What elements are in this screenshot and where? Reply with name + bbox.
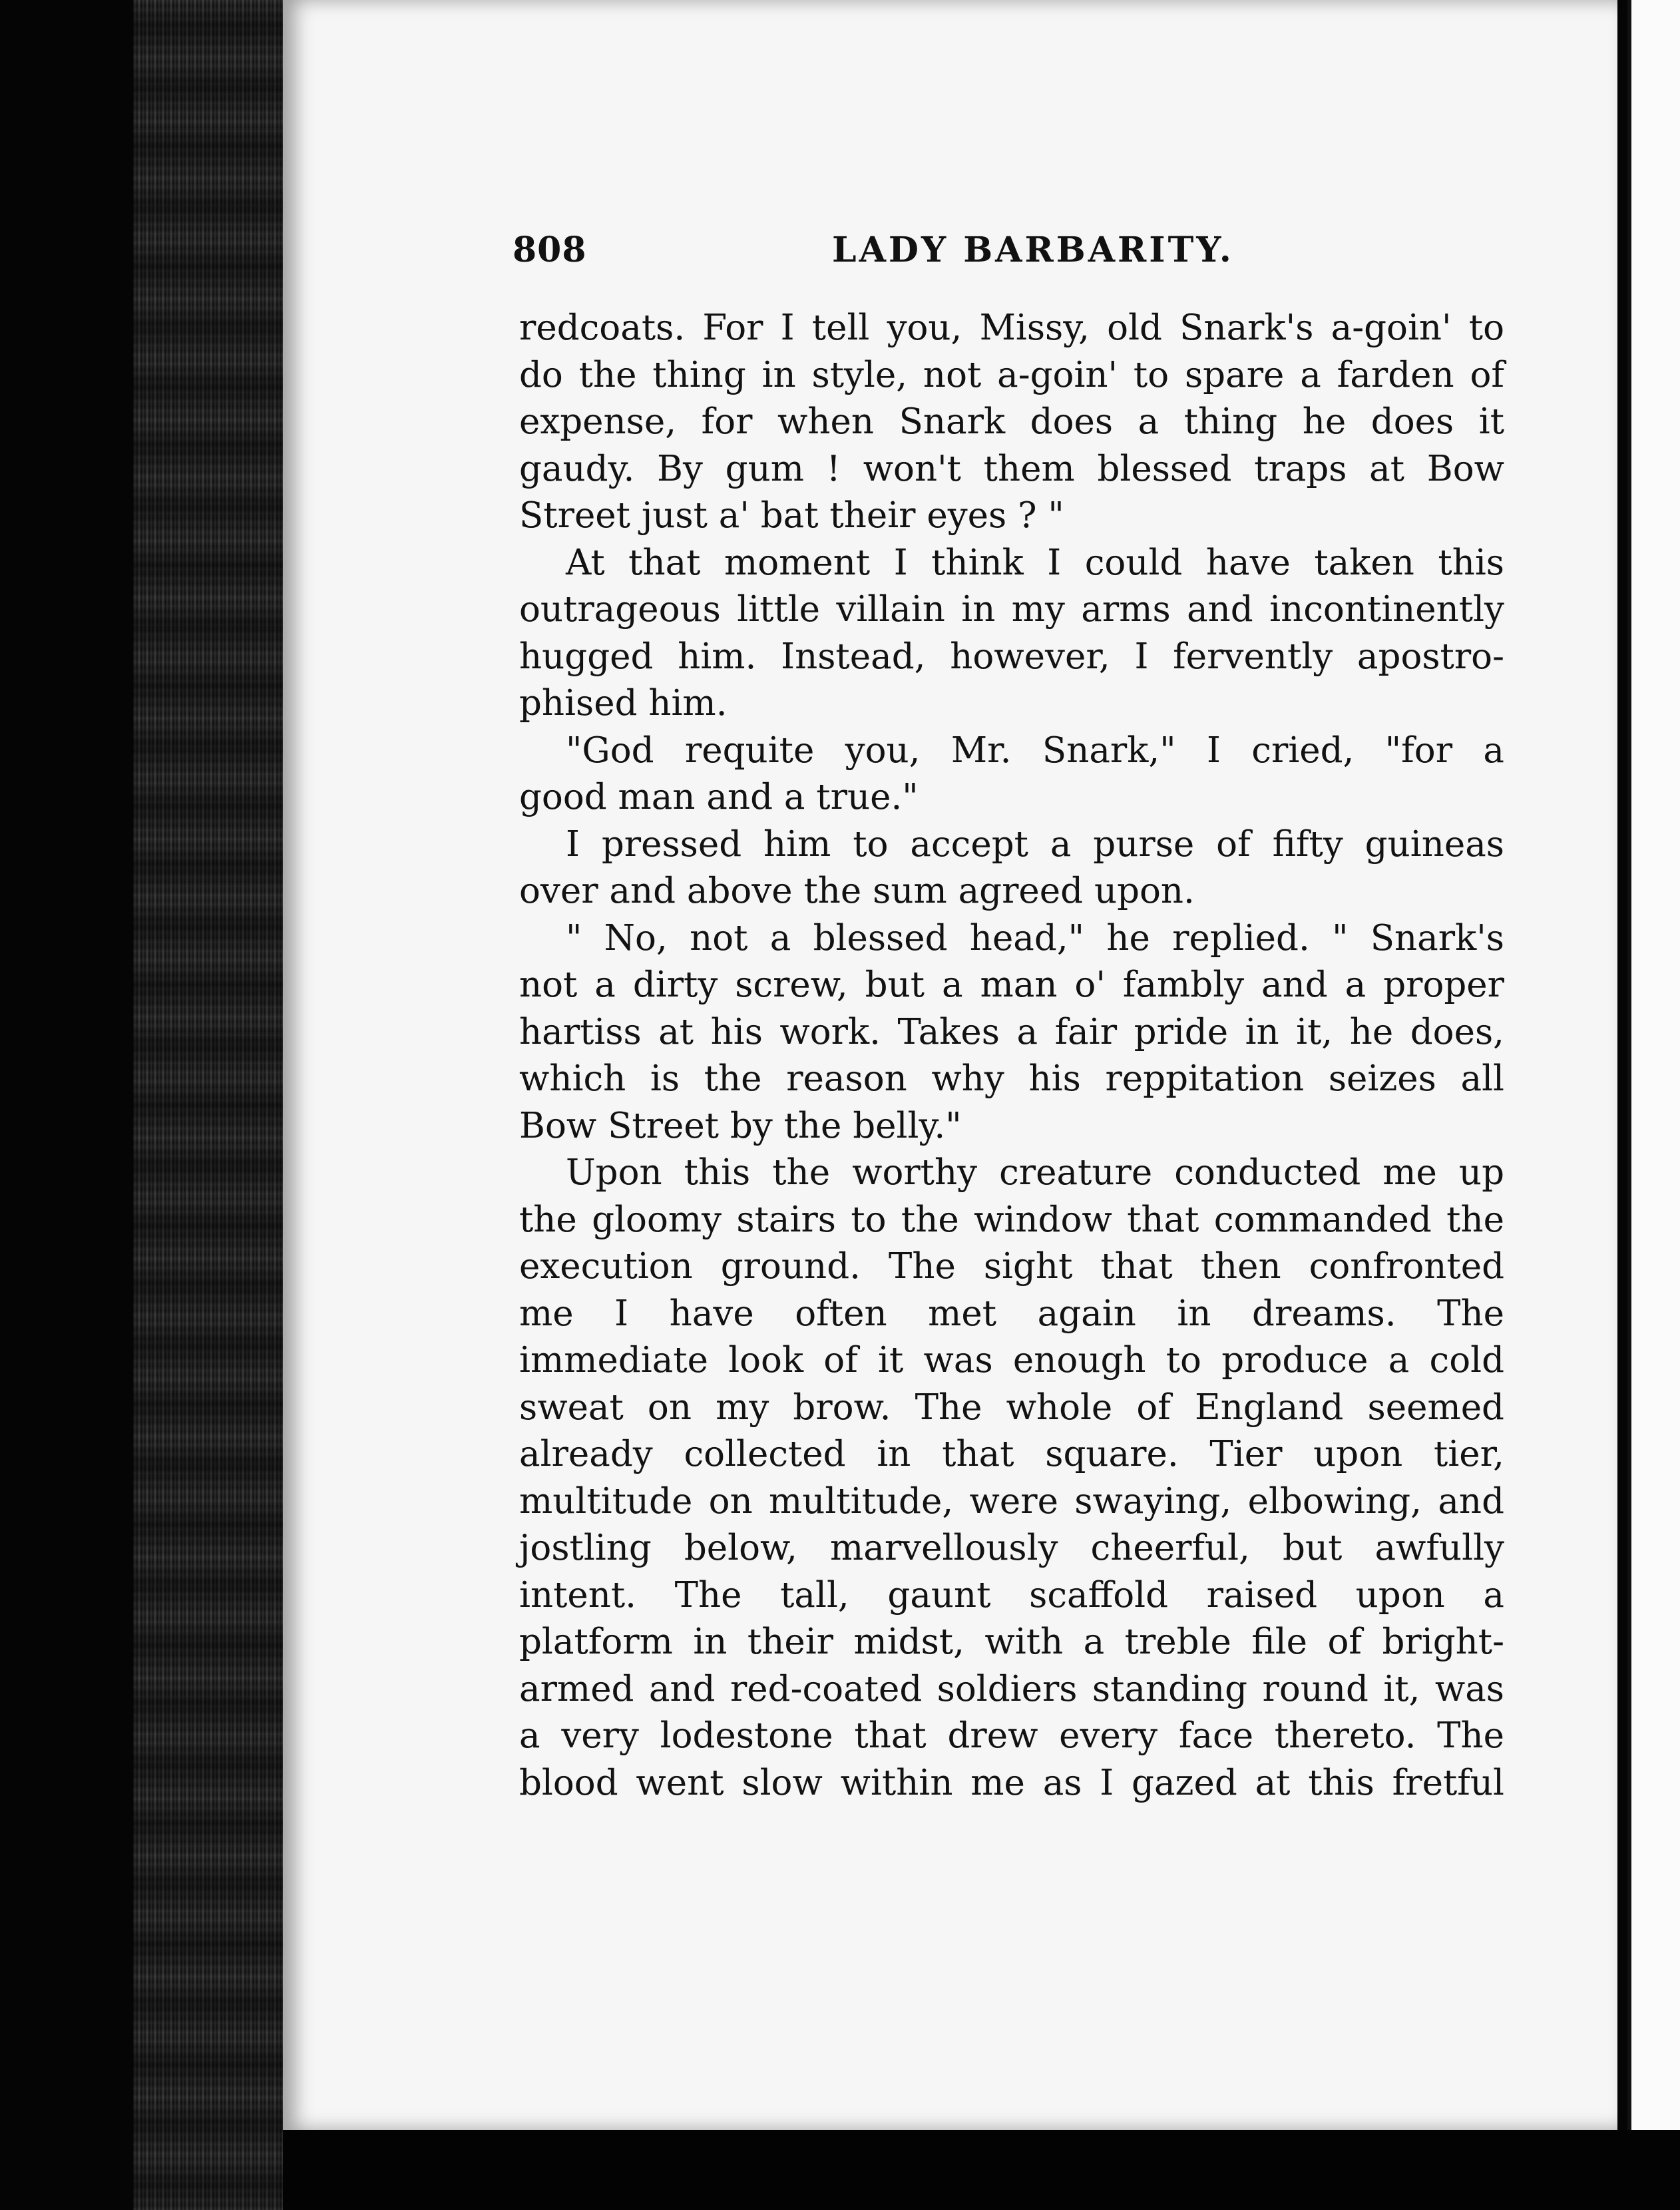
text-line: immediate look of it was enough to produce a cold (519, 1340, 1504, 1381)
text-line: "God requite you, Mr. Snark," I cried, "for a (566, 730, 1504, 771)
text-line: Street just a' bat their eyes ? " (519, 495, 1064, 536)
text-line: already collected in that square. Tier upon tier, (519, 1434, 1504, 1474)
text-line: intent. The tall, gaunt scaffold raised upon a (519, 1574, 1504, 1616)
text-line: a very lodestone that drew every face thereto. The (519, 1715, 1504, 1756)
text-line: good man and a true." (519, 777, 919, 817)
text-line: do the thing in style, not a-goin' to spare a farden of (519, 354, 1504, 395)
text-line: Upon this the worthy creature conducted me up (566, 1152, 1504, 1193)
body-text (519, 305, 1504, 1807)
text-line: hugged him. Instead, however, I fervently apostro- (519, 636, 1504, 677)
text-line: over and above the sum agreed upon. (519, 871, 1195, 911)
text-line: redcoats. For I tell you, Missy, old Snark's a-goin' to (519, 308, 1504, 348)
facing-page-edge (1627, 0, 1680, 2210)
text-line: multitude on multitude, were swaying, elbowing, and (519, 1480, 1504, 1522)
text-line: armed and red-coated soldiers standing round it, was (519, 1668, 1504, 1709)
text-line: hartiss at his work. Takes a fair pride in it, he does, (519, 1011, 1504, 1052)
text-line: Bow Street by the belly." (519, 1105, 962, 1146)
text-line: me I have often met again in dreams. The (519, 1293, 1504, 1334)
page-number: 808 (513, 230, 587, 270)
text-line: At that moment I think I could have taken this (566, 542, 1504, 583)
text-line: platform in their midst, with a treble file of bright- (519, 1622, 1504, 1662)
text-line: sweat on my brow. The whole of England seemed (519, 1387, 1504, 1428)
text-line: expense, for when Snark does a thing he does it (519, 401, 1504, 442)
text-line: blood went slow within me as I gazed at this fretful (519, 1762, 1504, 1803)
text-line: gaudy. By gum ! won't them blessed traps at Bow (519, 448, 1504, 489)
text-line: jostling below, marvellously cheerful, but awfully (519, 1528, 1504, 1568)
text-line: not a dirty screw, but a man o' fambly and a proper (519, 965, 1504, 1005)
text-line: outrageous little villain in my arms and incontinently (519, 589, 1504, 630)
text-line: I pressed him to accept a purse of fifty guineas (566, 823, 1504, 865)
text-line: which is the reason why his reppitation seizes all (519, 1058, 1504, 1099)
scan-bottom-margin (283, 2130, 1680, 2210)
text-line: the gloomy stairs to the window that commanded the (519, 1199, 1504, 1240)
page-title: LADY BARBARITY. (832, 230, 1234, 270)
text-line: " No, not a blessed head," he replied. " Snark's (566, 917, 1504, 959)
running-head (513, 230, 1511, 276)
text-line: phised him. (519, 683, 728, 724)
text-line: execution ground. The sight that then confronted (519, 1246, 1504, 1287)
